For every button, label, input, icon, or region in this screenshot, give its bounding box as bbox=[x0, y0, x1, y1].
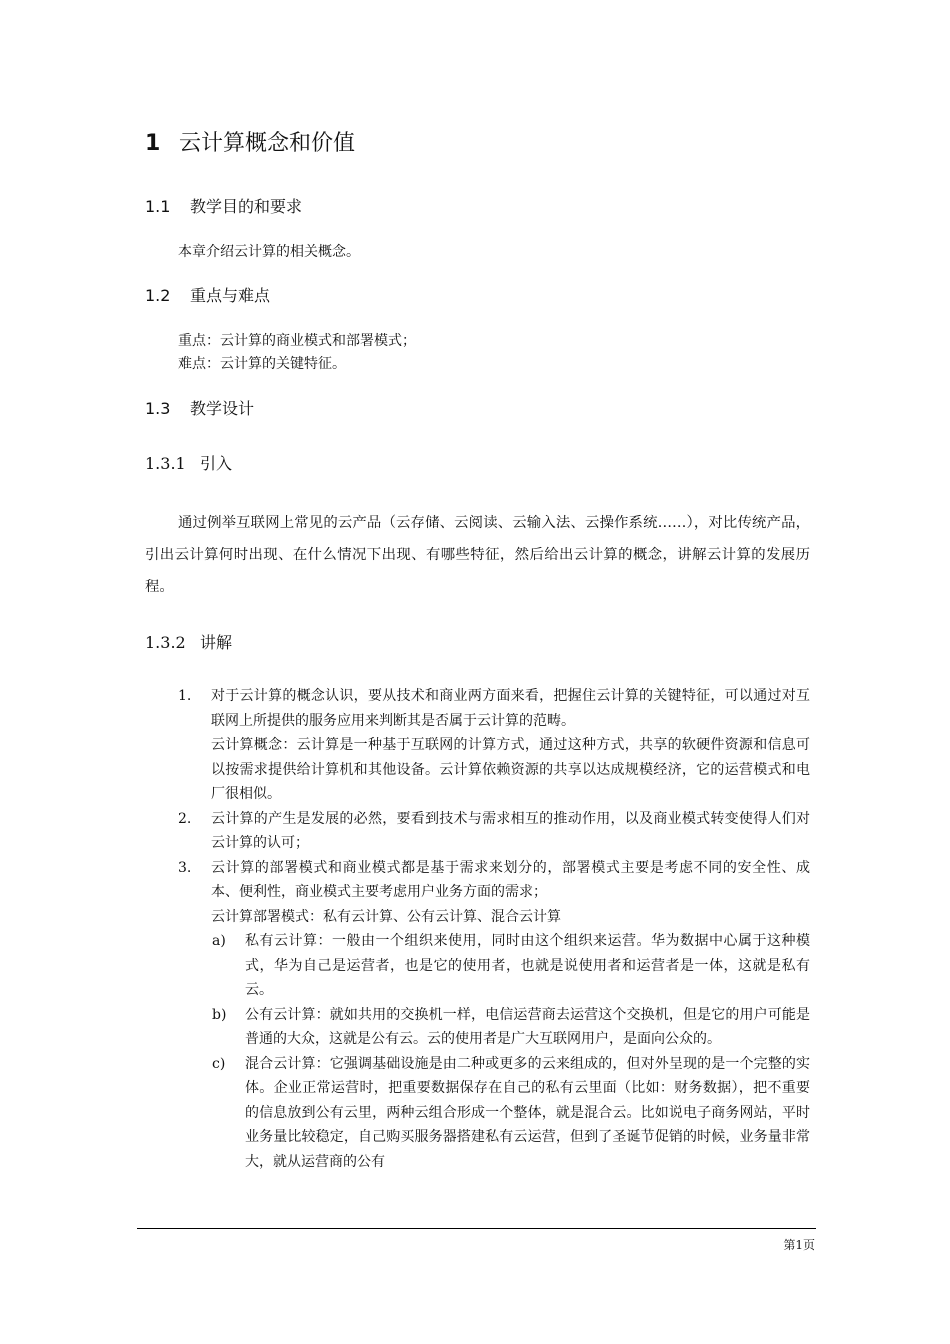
section-number: 1.2 bbox=[145, 286, 171, 305]
sub-list-marker: b) bbox=[212, 1006, 227, 1023]
chapter-number: 1 bbox=[145, 131, 161, 156]
list-item-text: 对于云计算的概念认识，要从技术和商业两方面来看，把握住云计算的关键特征，可以通过对互联网上所提供的服务应用来判断其是否属于云计算的范畴。 bbox=[211, 688, 810, 729]
sub-list-item bbox=[145, 929, 810, 1003]
list-marker: 2. bbox=[178, 810, 192, 827]
subsection-number: 1.3.2 bbox=[145, 633, 186, 652]
section-number: 1.1 bbox=[145, 197, 171, 216]
list-item bbox=[145, 856, 810, 1175]
list-item-extra: 云计算概念：云计算是一种基于互联网的计算方式，通过这种方式，共享的软硬件资源和信息可以按需求提供给计算机和其他设备。云计算依赖资源的共享以达成规模经济，它的运营模式和电厂很相似。 bbox=[211, 737, 810, 802]
section-title: 教学设计 bbox=[190, 399, 255, 418]
list-item-text: 云计算的部署模式和商业模式都是基于需求来划分的，部署模式主要是考虑不同的安全性、成本、便利性，商业模式主要考虑用户业务方面的需求； bbox=[211, 859, 810, 900]
sub-list-item bbox=[145, 1003, 810, 1052]
section-heading-1-1 bbox=[145, 194, 302, 217]
sub-list-item-text: 私有云计算：一般由一个组织来使用，同时由这个组织来运营。华为数据中心属于这种模式，华为自己是运营者，也是它的使用者，也就是说使用者和运营者是一体，这就是私有云。 bbox=[245, 933, 810, 998]
subsection-title: 讲解 bbox=[200, 633, 233, 652]
footer-divider bbox=[137, 1228, 816, 1229]
subsection-number: 1.3.1 bbox=[145, 454, 186, 473]
difficulty-line: 难点：云计算的关键特征。 bbox=[178, 356, 346, 372]
chapter-title: 云计算概念和价值 bbox=[179, 131, 356, 156]
list-marker: 3. bbox=[178, 859, 192, 876]
sub-list-item-text: 公有云计算：就如共用的交换机一样，电信运营商去运营这个交换机，但是它的用户可能是普通的大众，这就是公有云。云的使用者是广大互联网用户，是面向公众的。 bbox=[245, 1006, 810, 1047]
list-item bbox=[145, 684, 810, 807]
list-marker: 1. bbox=[178, 688, 192, 704]
section-heading-1-2 bbox=[145, 283, 270, 306]
subsection-heading-1-3-2 bbox=[145, 630, 232, 653]
list-item-extra: 云计算部署模式：私有云计算、公有云计算、混合云计算 bbox=[211, 908, 561, 925]
intro-paragraph: 通过例举互联网上常见的云产品（云存储、云阅读、云输入法、云操作系统……），对比传统产品，引出云计算何时出现、在什么情况下出现、有哪些特征，然后给出云计算的概念，讲解云计算的发展历程。 bbox=[145, 515, 810, 595]
section-number: 1.3 bbox=[145, 399, 171, 418]
section-title: 重点与难点 bbox=[190, 286, 271, 305]
sub-list-marker: a) bbox=[212, 933, 226, 949]
subsection-heading-1-3-1 bbox=[145, 451, 232, 474]
section-title: 教学目的和要求 bbox=[190, 197, 303, 216]
list-item bbox=[145, 807, 810, 856]
numbered-list bbox=[145, 684, 810, 1174]
chapter-heading bbox=[145, 126, 355, 157]
section-body-1-1: 本章介绍云计算的相关概念。 bbox=[178, 244, 360, 260]
subsection-title: 引入 bbox=[200, 454, 233, 473]
list-item-text: 云计算的产生是发展的必然，要看到技术与需求相互的推动作用，以及商业模式转变使得人们对云计算的认可； bbox=[211, 810, 810, 851]
section-heading-1-3 bbox=[145, 396, 254, 419]
sub-list-marker: c) bbox=[212, 1055, 226, 1072]
page-number: 第1页 bbox=[783, 1238, 815, 1252]
key-point-line: 重点：云计算的商业模式和部署模式； bbox=[178, 333, 416, 349]
sub-list-item bbox=[145, 1052, 810, 1175]
sub-list-item-text: 混合云计算：它强调基础设施是由二种或更多的云来组成的，但对外呈现的是一个完整的实体。企业正常运营时，把重要数据保存在自己的私有云里面（比如：财务数据），把不重要的信息放到公有云里，两种云组合形成一个整体，就是混合云。比如说电子商务网站，平时业务量比较稳定，自己购买服务器搭建私有云运营，但到了圣诞节促销的时候，业务量非常大，就从运营商的公有 bbox=[245, 1055, 810, 1170]
